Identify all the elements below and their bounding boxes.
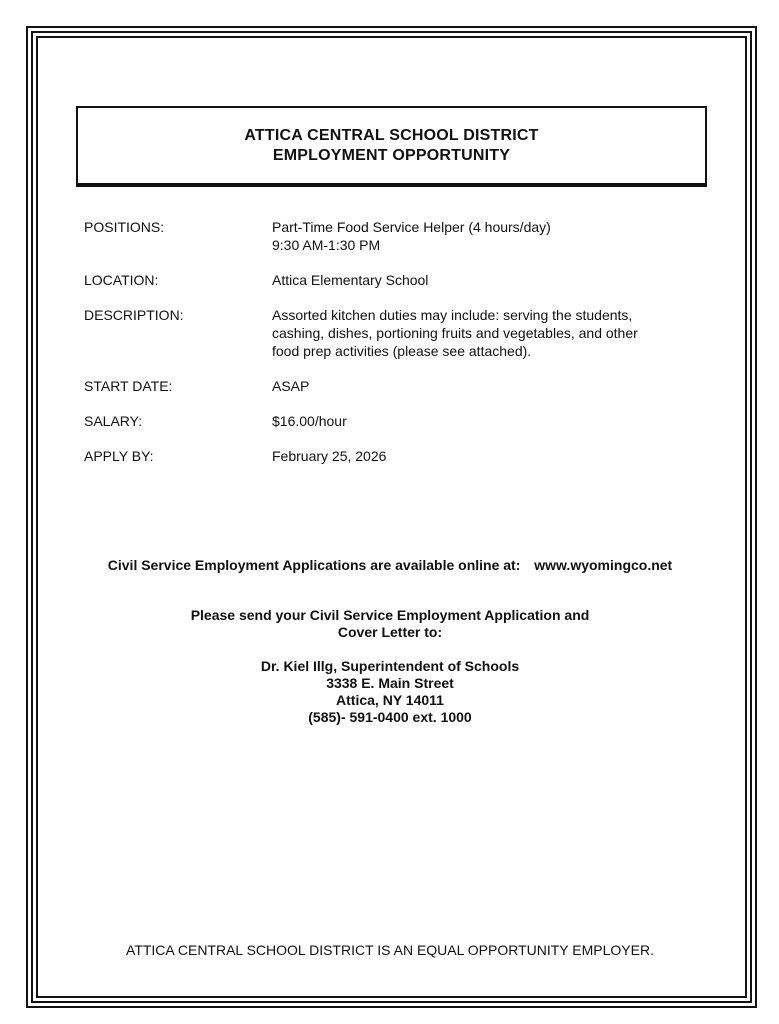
detail-row-salary [84,412,694,430]
detail-value-line: cashing, dishes, portioning fruits and vegetables, and other [272,325,638,341]
applications-info [60,557,720,574]
detail-value-line: Part-Time Food Service Helper (4 hours/day) [272,219,551,235]
detail-label: POSITIONS: [84,219,165,235]
detail-row-location [84,271,694,289]
contact-street: 3338 E. Main Street [326,675,454,691]
detail-row-start-date [84,377,694,395]
detail-value-line: $16.00/hour [272,413,347,429]
detail-row-apply-by [84,447,694,465]
detail-value [272,447,694,465]
detail-value-line: food prep activities (please see attached). [272,343,532,359]
equal-opportunity-statement: ATTICA CENTRAL SCHOOL DISTRICT IS AN EQUAL OPPORTUNITY EMPLOYER. [126,942,654,958]
detail-value [272,377,694,395]
detail-value-line: February 25, 2026 [272,448,387,464]
detail-value [272,306,694,360]
detail-value-line: Attica Elementary School [272,272,429,288]
detail-label: APPLY BY: [84,448,154,464]
send-line: Cover Letter to: [337,624,443,640]
detail-label: LOCATION: [84,272,159,288]
district-title: ATTICA CENTRAL SCHOOL DISTRICT [244,126,539,144]
contact-city: Attica, NY 14011 [336,692,444,708]
send-line: Please send your Civil Service Employment Application and [190,607,590,623]
applications-text: Civil Service Employment Applications are available online at: [107,557,521,573]
contact-address [40,658,740,726]
detail-value [272,218,694,254]
send-instructions [40,607,740,641]
detail-label: START DATE: [84,378,173,394]
detail-label: DESCRIPTION: [84,307,184,323]
applications-url[interactable]: www.wyomingco.net [534,557,673,573]
detail-value-line: 9:30 AM-1:30 PM [272,237,381,253]
posting-title: EMPLOYMENT OPPORTUNITY [272,146,511,164]
contact-phone: (585)- 591-0400 ext. 1000 [308,709,472,725]
contact-name: Dr. Kiel Illg, Superintendent of Schools [260,658,520,674]
job-details [84,218,694,482]
detail-row-description [84,306,694,360]
title-box [76,106,707,185]
detail-value-line: Assorted kitchen duties may include: serving the students, [272,307,633,323]
detail-label: SALARY: [84,413,143,429]
detail-value-line: ASAP [272,378,310,394]
detail-value [272,271,694,289]
detail-row-positions [84,218,694,254]
detail-value [272,412,694,430]
